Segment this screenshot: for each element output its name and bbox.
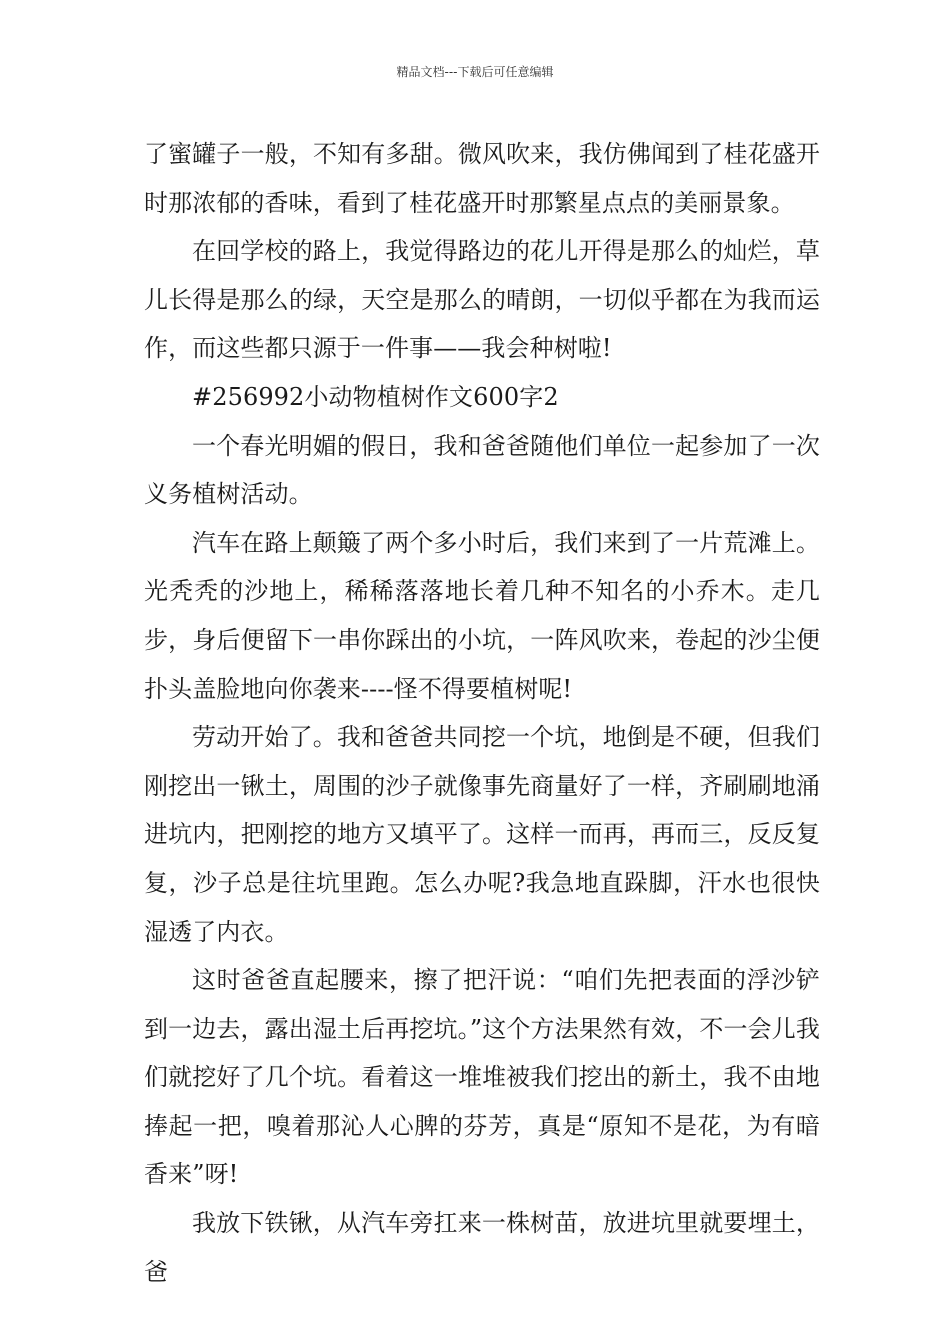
article-heading: #256992小动物植树作文600字2 [192,382,559,411]
paragraph: 这时爸爸直起腰来，擦了把汗说：“咱们先把表面的浮沙铲到一边去，露出湿土后再挖坑。”这个方法果然有效，不一会儿我们就挖好了几个坑。看着这一堆堆被我们挖出的新土，我不由地捧起一把，嗅着那沁人心脾的芬芳，真是“原知不是花，为有暗香来”呀! [144,966,820,1189]
page-header: 精品文档---下载后可任意编辑 [396,65,554,79]
paragraph: 汽车在路上颠簸了两个多小时后，我们来到了一片荒滩上。光秃秃的沙地上，稀稀落落地长着几种不知名的小乔木。走几步，身后便留下一串你踩出的小坑，一阵风吹来，卷起的沙尘便扑头盖脸地向你袭来----怪不得要植树呢! [144,528,820,703]
paragraph: 了蜜罐子一般，不知有多甜。微风吹来，我仿佛闻到了桂花盛开时那浓郁的香味，看到了桂花盛开时那繁星点点的美丽景象。 [144,140,820,217]
paragraph: 在回学校的路上，我觉得路边的花儿开得是那么的灿烂，草儿长得是那么的绿，天空是那么的晴朗，一切似乎都在为我而运作，而这些都只源于一件事——我会种树啦! [144,237,820,363]
paragraph: 我放下铁锹，从汽车旁扛来一株树苗，放进坑里就要埋土，爸 [144,1209,820,1286]
paragraph: 劳动开始了。我和爸爸共同挖一个坑，地倒是不硬，但我们刚挖出一锹土，周围的沙子就像事先商量好了一样，齐刷刷地涌进坑内，把刚挖的地方又填平了。这样一而再，再而三，反反复复，沙子总是往坑里跑。怎么办呢?我急地直跺脚，汗水也很快湿透了内衣。 [144,723,820,946]
document-body [144,130,820,1296]
paragraph: 一个春光明媚的假日，我和爸爸随他们单位一起参加了一次义务植树活动。 [144,431,820,509]
